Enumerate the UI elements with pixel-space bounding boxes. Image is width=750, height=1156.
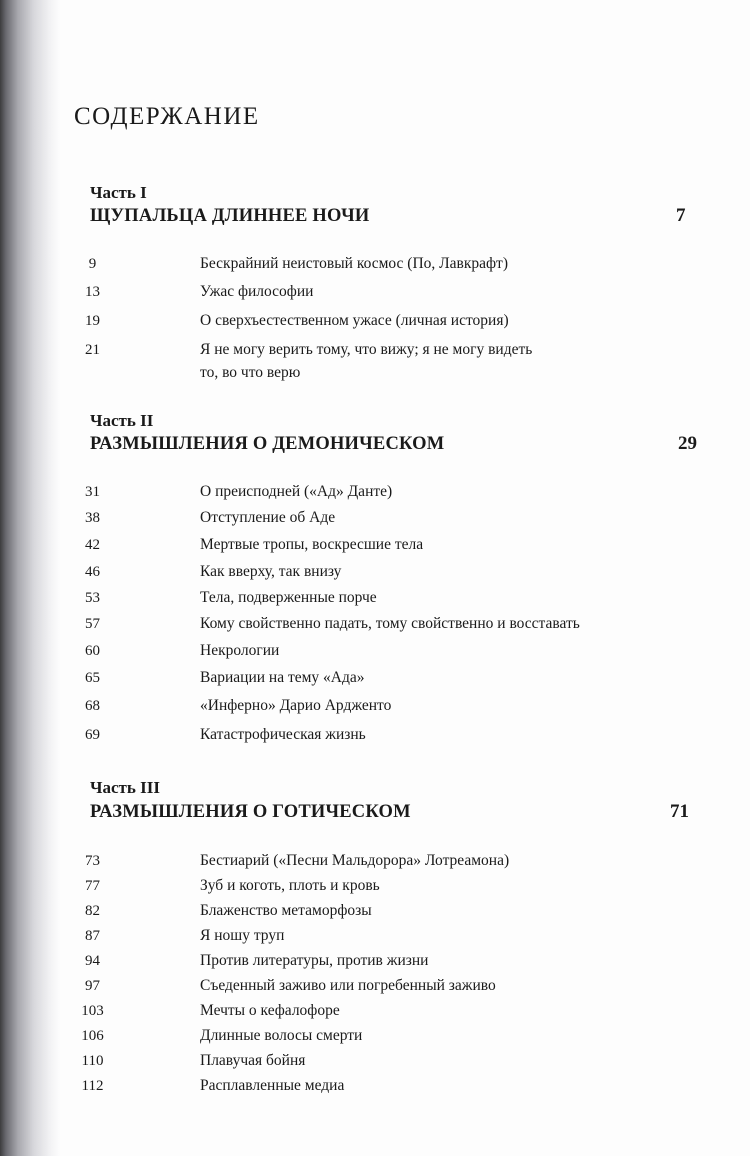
toc-entry-page: 57 [85,616,100,632]
toc-entry-title: Мечты о кефалофоре [200,1002,340,1019]
toc-entry-page: 53 [85,590,100,606]
toc-entry-page: 112 [81,1078,104,1094]
part-1-title: ЩУПАЛЬЦА ДЛИННЕЕ НОЧИ [90,206,370,226]
part-3-label: Часть III [90,778,160,797]
toc-entry-page: 73 [85,853,100,869]
part-3-title: РАЗМЫШЛЕНИЯ О ГОТИЧЕСКОМ [90,802,411,822]
toc-entry-page: 65 [85,670,100,686]
toc-entry-page: 21 [85,342,100,358]
toc-entry-title: Вариации на тему «Ада» [200,669,365,686]
toc-entry-page: 87 [85,928,100,944]
toc-entry-title: Ужас философии [200,283,314,300]
toc-entry-title: Некрологии [200,642,280,659]
toc-entry-title: Тела, подверженные порче [200,589,377,606]
toc-entry-page: 69 [85,727,100,743]
toc-entry-page: 103 [81,1003,104,1019]
toc-entry-page: 106 [81,1028,104,1044]
toc-entry-page: 97 [85,978,100,994]
toc-entry-title: Блаженство метаморфозы [200,902,372,919]
part-1-page: 7 [676,205,686,226]
toc-entry-title: Кому свойственно падать, тому свойственно и восставать [200,615,580,632]
toc-entry-title: Мертвые тропы, воскресшие тела [200,536,424,553]
toc-entry-title: Как вверху, так внизу [200,563,342,580]
toc-entry-title: Плавучая бойня [200,1052,306,1069]
toc-entry-title-continuation: то, во что верю [200,364,301,381]
toc-entry-page: 9 [88,256,97,272]
toc-entry-page: 77 [85,878,100,894]
toc-entry-page: 13 [85,284,100,300]
toc-entry-title: Расплавленные медиа [200,1077,345,1094]
toc-entry-page: 31 [85,484,100,500]
toc-entry-page: 38 [85,510,100,526]
toc-entry-title: Длинные волосы смерти [200,1027,363,1044]
toc-entry-title: Съеденный заживо или погребенный заживо [200,977,496,994]
toc-entry-title: «Инферно» Дарио Ардженто [200,697,392,714]
toc-entry-title: Бескрайний неистовый космос (По, Лавкрафт) [200,255,508,272]
toc-entry-page: 60 [85,643,100,659]
part-2-title: РАЗМЫШЛЕНИЯ О ДЕМОНИЧЕСКОМ [90,434,445,454]
toc-entry-page: 68 [85,698,100,714]
toc-entry-page: 42 [85,537,100,553]
part-3-page: 71 [670,801,689,822]
page-title: СОДЕРЖАНИЕ [74,103,260,130]
toc-entry-page: 46 [85,564,100,580]
toc-entry-title: Я ношу труп [200,927,285,944]
toc-entry-title: Я не могу верить тому, что вижу; я не могу видеть [200,341,533,358]
toc-entry-title: Отступление об Аде [200,509,336,526]
part-1-label: Часть I [90,183,147,202]
toc-entry-title: Зуб и коготь, плоть и кровь [200,877,380,894]
toc-entry-page: 94 [85,953,100,969]
toc-entry-title: Бестиарий («Песни Мальдорора» Лотреамона) [200,852,510,869]
part-2-label: Часть II [90,411,154,430]
toc-entry-title: О сверхъестественном ужасе (личная история) [200,312,509,329]
book-spine-shadow [0,0,60,1156]
toc-entry-page: 82 [85,903,100,919]
part-2-page: 29 [678,433,697,454]
toc-entry-page: 19 [85,313,100,329]
toc-entry-title: О преисподней («Ад» Данте) [200,483,393,500]
toc-entry-title: Катастрофическая жизнь [200,726,366,743]
toc-entry-page: 110 [81,1053,104,1069]
toc-entry-title: Против литературы, против жизни [200,952,429,969]
